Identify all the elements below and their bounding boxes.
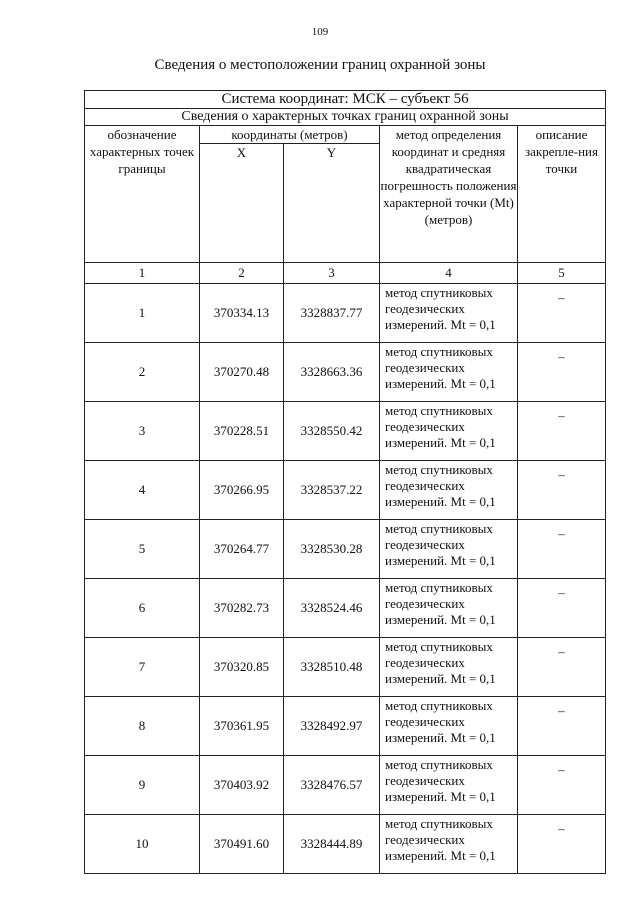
- table-row: [85, 461, 606, 520]
- y-coordinate-cell: 3328476.57: [284, 756, 380, 815]
- description-cell: –: [518, 756, 606, 815]
- y-coordinate-cell: 3328530.28: [284, 520, 380, 579]
- x-coordinate-cell: 370491.60: [200, 815, 284, 874]
- y-coordinate-cell: 3328492.97: [284, 697, 380, 756]
- y-coordinate-cell: 3328444.89: [284, 815, 380, 874]
- method-cell: метод спутниковых геодезических измерений. Mt = 0,1: [380, 697, 518, 756]
- table-row: [85, 284, 606, 343]
- point-number-cell: 6: [85, 579, 200, 638]
- point-number-cell: 10: [85, 815, 200, 874]
- y-coordinate-cell: 3328663.36: [284, 343, 380, 402]
- info-cell: Сведения о характерных точках границ охранной зоны: [85, 109, 606, 126]
- x-coordinate-cell: 370266.95: [200, 461, 284, 520]
- table-row: [85, 697, 606, 756]
- y-coordinate-cell: 3328524.46: [284, 579, 380, 638]
- point-number-cell: 5: [85, 520, 200, 579]
- x-coordinate-cell: 370403.92: [200, 756, 284, 815]
- method-cell: метод спутниковых геодезических измерений. Mt = 0,1: [380, 520, 518, 579]
- table-row: [85, 579, 606, 638]
- method-cell: метод спутниковых геодезических измерений. Mt = 0,1: [380, 402, 518, 461]
- table-row: [85, 402, 606, 461]
- point-number-cell: 7: [85, 638, 200, 697]
- method-cell: метод спутниковых геодезических измерений. Mt = 0,1: [380, 756, 518, 815]
- x-coordinate-cell: 370334.13: [200, 284, 284, 343]
- description-cell: –: [518, 638, 606, 697]
- document-title: Сведения о местоположении границ охранной зоны: [154, 57, 486, 73]
- method-cell: метод спутниковых геодезических измерений. Mt = 0,1: [380, 461, 518, 520]
- y-coordinate-cell: 3328550.42: [284, 402, 380, 461]
- x-coordinate-cell: 370361.95: [200, 697, 284, 756]
- x-coordinate-cell: 370320.85: [200, 638, 284, 697]
- header-coordinates: координаты (метров): [200, 126, 380, 144]
- point-number-cell: 9: [85, 756, 200, 815]
- description-cell: –: [518, 343, 606, 402]
- description-cell: –: [518, 520, 606, 579]
- description-cell: –: [518, 402, 606, 461]
- table-row: [85, 343, 606, 402]
- info-row: [85, 109, 606, 126]
- header-point-designation: обозначение характерных точек границы: [85, 126, 200, 263]
- description-cell: –: [518, 815, 606, 874]
- coordinate-system-cell: Система координат: МСК – субъект 56: [85, 91, 606, 109]
- column-number: 2: [200, 263, 284, 284]
- header-method: метод определения координат и средняя квадратическая погрешность положения характерной точки (Mt) (метров): [380, 126, 518, 263]
- description-cell: –: [518, 284, 606, 343]
- column-number: 4: [380, 263, 518, 284]
- header-description: описание закрепле-ния точки: [518, 126, 606, 263]
- description-cell: –: [518, 697, 606, 756]
- x-coordinate-cell: 370264.77: [200, 520, 284, 579]
- point-number-cell: 2: [85, 343, 200, 402]
- column-number-row: [85, 263, 606, 284]
- x-coordinate-cell: 370282.73: [200, 579, 284, 638]
- method-cell: метод спутниковых геодезических измерений. Mt = 0,1: [380, 815, 518, 874]
- column-number: 3: [284, 263, 380, 284]
- y-coordinate-cell: 3328510.48: [284, 638, 380, 697]
- description-cell: –: [518, 461, 606, 520]
- column-number: 1: [85, 263, 200, 284]
- column-number: 5: [518, 263, 606, 284]
- boundary-points-table: [84, 90, 606, 874]
- y-coordinate-cell: 3328537.22: [284, 461, 380, 520]
- y-coordinate-cell: 3328837.77: [284, 284, 380, 343]
- table-row: [85, 815, 606, 874]
- description-cell: –: [518, 579, 606, 638]
- method-cell: метод спутниковых геодезических измерений. Mt = 0,1: [380, 579, 518, 638]
- point-number-cell: 1: [85, 284, 200, 343]
- method-cell: метод спутниковых геодезических измерений. Mt = 0,1: [380, 284, 518, 343]
- header-x: X: [200, 144, 284, 263]
- x-coordinate-cell: 370270.48: [200, 343, 284, 402]
- table-row: [85, 520, 606, 579]
- table-row: [85, 638, 606, 697]
- method-cell: метод спутниковых геодезических измерений. Mt = 0,1: [380, 343, 518, 402]
- method-cell: метод спутниковых геодезических измерений. Mt = 0,1: [380, 638, 518, 697]
- point-number-cell: 8: [85, 697, 200, 756]
- table-row: [85, 756, 606, 815]
- point-number-cell: 4: [85, 461, 200, 520]
- coordinate-system-row: [85, 91, 606, 109]
- header-row: [85, 126, 606, 144]
- page-number: 109: [311, 26, 329, 38]
- header-y: Y: [284, 144, 380, 263]
- point-number-cell: 3: [85, 402, 200, 461]
- x-coordinate-cell: 370228.51: [200, 402, 284, 461]
